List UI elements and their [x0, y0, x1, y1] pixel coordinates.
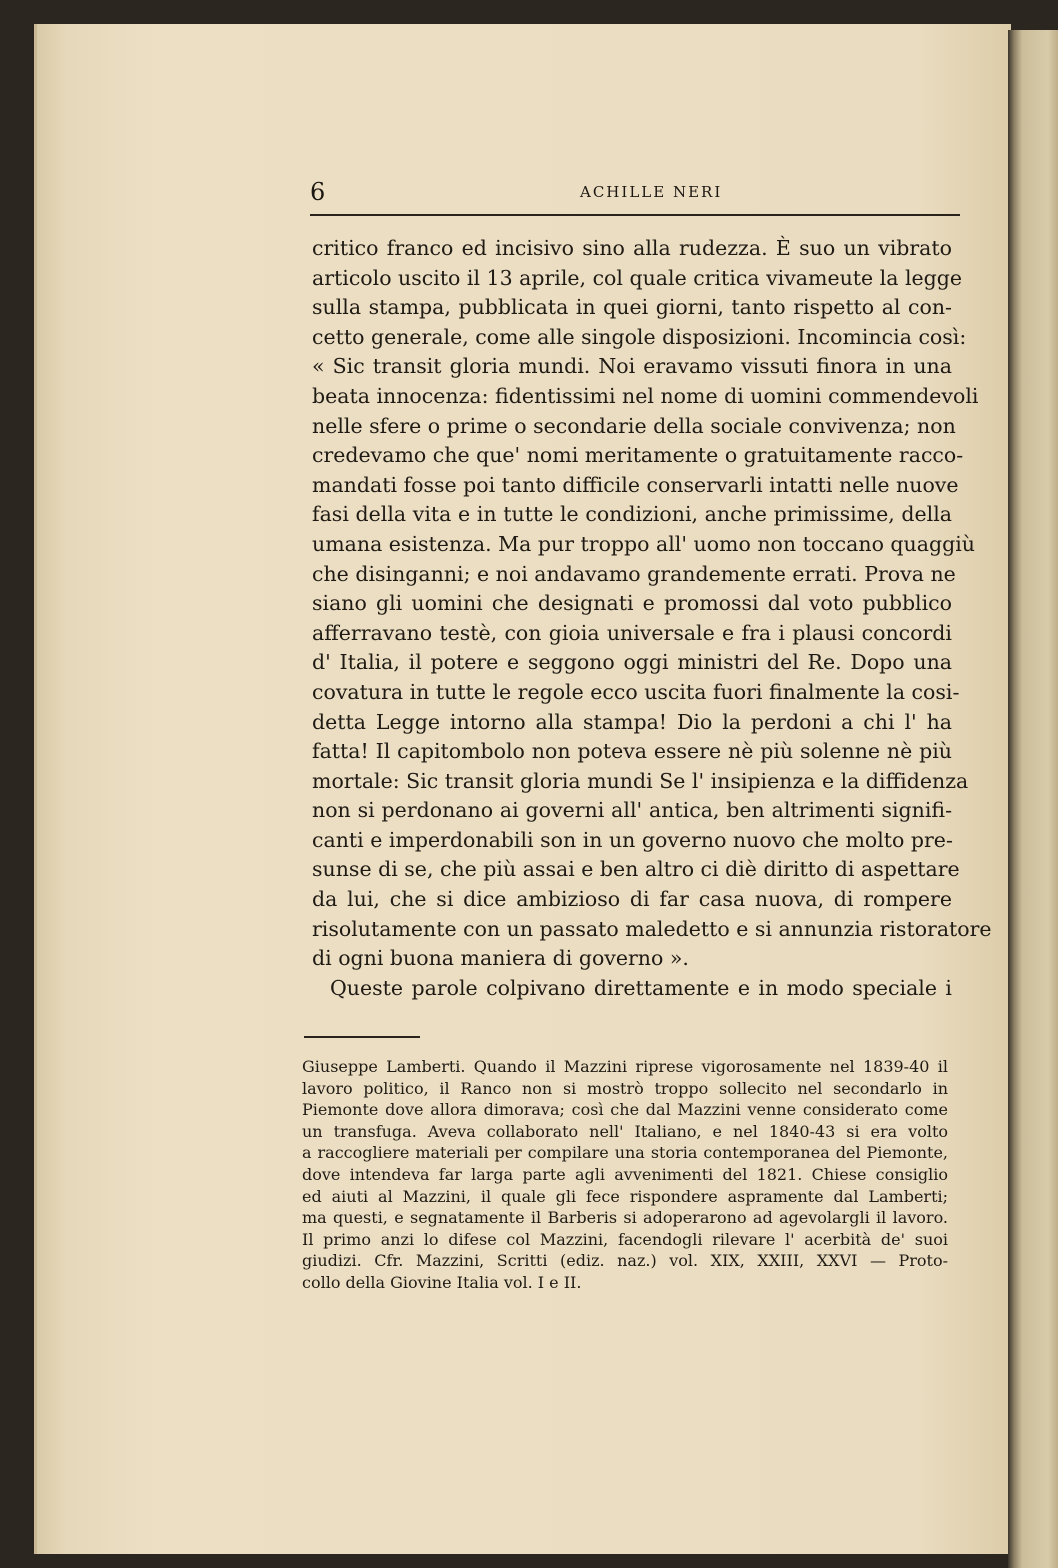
body-line: Queste parole colpivano direttamente e in modo speciale i [330, 975, 952, 1000]
body-line: non si perdonano ai governi all' antica, ben altrimenti signifi- [312, 798, 952, 823]
body-line: mortale: Sic transit gloria mundi Se l' insipienza e la diffidenza [312, 768, 969, 793]
body-line: canti e imperdonabili son in un governo nuovo che molto pre- [312, 827, 953, 852]
body-line: fasi della vita e in tutte le condizioni, anche primissime, della [312, 502, 952, 527]
body-line: risolutamente con un passato maledetto e si annunzia ristoratore [312, 916, 992, 941]
page-header [310, 178, 960, 214]
running-head: ACHILLE NERI [580, 183, 723, 201]
body-line: afferravano testè, con gioia universale e fra i plausi concordi [312, 620, 952, 645]
footnote-line: un transfuga. Aveva collaborato nell' Italiano, e nel 1840-43 si era volto [302, 1121, 948, 1141]
footnote-line: Piemonte dove allora dimorava; così che dal Mazzini venne considerato come [302, 1100, 948, 1120]
body-line: sulla stampa, pubblicata in quei giorni, tanto rispetto al con- [312, 295, 952, 320]
footnote-line: Il primo anzi lo difese col Mazzini, facendogli rilevare l' acerbità de' suoi [302, 1229, 948, 1249]
footnote-line: Giuseppe Lamberti. Quando il Mazzini riprese vigorosamente nel 1839-40 il [302, 1057, 948, 1076]
header-rule [310, 214, 960, 216]
body-line: articolo uscito il 13 aprile, col quale critica vivameute la legge [312, 265, 963, 290]
body-line: d' Italia, il potere e seggono oggi ministri del Re. Dopo una [312, 650, 952, 675]
footnote-line: dove intendeva far larga parte agli avvenimenti del 1821. Chiese consiglio [302, 1164, 948, 1184]
body-line: cetto generale, come alle singole disposizioni. Incomincia così: [312, 324, 967, 349]
footnote-line: ma questi, e segnatamente il Barberis si adoperarono ad agevolargli il lavoro. [302, 1208, 948, 1228]
body-line: detta Legge intorno alla stampa! Dio la perdoni a chi l' ha [312, 709, 952, 734]
body-line: critico franco ed incisivo sino alla rudezza. È suo un vibrato [312, 236, 952, 260]
body-line: mandati fosse poi tanto difficile conservarli intatti nelle nuove [312, 472, 959, 497]
footnote-line: collo della Giovine Italia vol. I e II. [302, 1272, 582, 1292]
body-line: umana esistenza. Ma pur troppo all' uomo non toccano quaggiù [312, 531, 975, 556]
body-line: da lui, che si dice ambizioso di far casa nuova, di rompere [312, 887, 952, 912]
body-line: siano gli uomini che designati e promossi dal voto pubblico [312, 591, 952, 616]
body-line: credevamo che que' nomi meritamente o gratuitamente racco- [312, 443, 964, 468]
footnote-line: ed aiuti al Mazzini, il quale gli fece rispondere aspramente dal Lamberti; [302, 1186, 948, 1206]
body-line: « Sic transit gloria mundi. Noi eravamo vissuti finora in una [312, 354, 952, 379]
body-line: fatta! Il capitombolo non poteva essere nè più solenne nè più [312, 739, 952, 764]
page-number: 6 [310, 178, 326, 206]
body-line: che disinganni; e noi andavamo grandemente errati. Prova ne [312, 561, 956, 586]
footnote-line: lavoro politico, il Ranco non si mostrò troppo sollecito nel secondarlo in [302, 1078, 948, 1098]
footnote-rule [304, 1036, 420, 1038]
body-line: sunse di se, che più assai e ben altro ci diè diritto di aspettare [312, 857, 960, 882]
body-line: nelle sfere o prime o secondarie della sociale convivenza; non [312, 413, 956, 438]
body-text [312, 234, 992, 1003]
body-line: beata innocenza: fidentissimi nel nome di uomini commendevoli [312, 383, 979, 408]
footnote [302, 1056, 948, 1294]
body-line: covatura in tutte le regole ecco uscita fuori finalmente la cosi- [312, 679, 960, 704]
next-page-edge [1008, 30, 1058, 1568]
footnote-line: giudizi. Cfr. Mazzini, Scritti (ediz. naz.) vol. XIX, XXIII, XXVI — Proto- [302, 1251, 948, 1271]
footnote-line: a raccogliere materiali per compilare una storia contemporanea del Piemonte, [302, 1143, 948, 1163]
body-line: di ogni buona maniera di governo ». [312, 946, 689, 971]
